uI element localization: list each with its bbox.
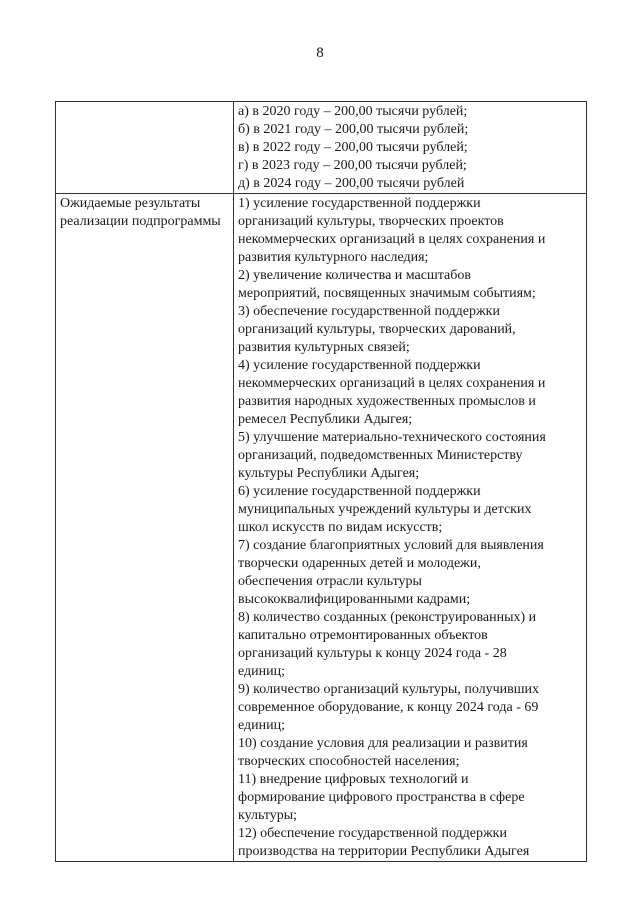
text-line: 4) усиление государственной поддержки <box>238 358 481 373</box>
text-line: культуры; <box>238 808 298 823</box>
text-line: обеспечения отрасли культуры <box>238 574 422 589</box>
text-line: школ искусств по видам искусств; <box>238 520 443 535</box>
table-row-funding <box>56 102 587 194</box>
text-line: 3) обеспечение государственной поддержки <box>238 304 500 319</box>
table-cell-value <box>234 194 587 862</box>
text-line: организаций, подведомственных Министерству <box>238 448 523 463</box>
text-line: производства на территории Республики Адыгея <box>238 844 530 859</box>
text-line: формирование цифрового пространства в сфере <box>238 790 525 805</box>
text-line: 5) улучшение материально-технического состояния <box>238 430 546 445</box>
text-line: в) в 2022 году – 200,00 тысячи рублей; <box>238 140 468 155</box>
page-number: 8 <box>316 45 324 61</box>
text-line: б) в 2021 году – 200,00 тысячи рублей; <box>238 122 469 137</box>
text-line: культуры Республики Адыгея; <box>238 466 420 481</box>
text-line: Ожидаемые результаты <box>60 196 201 211</box>
text-line: развития народных художественных промыслов и <box>238 394 536 409</box>
table-cell-label <box>56 102 234 194</box>
text-line: 12) обеспечение государственной поддержки <box>238 826 507 841</box>
text-line: творческих способностей населения; <box>238 754 460 769</box>
text-line: развития культурных связей; <box>238 340 410 355</box>
table-cell-value <box>234 102 587 194</box>
text-line: 9) количество организаций культуры, получивших <box>238 682 540 697</box>
text-line: творчески одаренных детей и молодежи, <box>238 556 481 571</box>
text-line: 6) усиление государственной поддержки <box>238 484 481 499</box>
text-line: капитально отремонтированных объектов <box>238 628 488 643</box>
subprogram-table <box>55 101 587 862</box>
text-line: 1) усиление государственной поддержки <box>238 196 481 211</box>
text-line: а) в 2020 году – 200,00 тысячи рублей; <box>238 104 468 119</box>
text-line: муниципальных учреждений культуры и детских <box>238 502 532 517</box>
text-line: высококвалифицированными кадрами; <box>238 592 471 607</box>
text-line: некоммерческих организаций в целях сохранения и <box>238 376 546 391</box>
text-line: д) в 2024 году – 200,00 тысячи рублей <box>238 176 465 191</box>
text-line: организаций культуры, творческих дарований, <box>238 322 516 337</box>
text-line: мероприятий, посвященных значимым событиям; <box>238 286 536 301</box>
text-line: некоммерческих организаций в целях сохранения и <box>238 232 546 247</box>
text-line: 7) создание благоприятных условий для выявления <box>238 538 544 553</box>
text-line: современное оборудование, к концу 2024 года - 69 <box>238 700 539 715</box>
text-line: организаций культуры, творческих проектов <box>238 214 504 229</box>
table-cell-label <box>56 194 234 862</box>
text-line: единиц; <box>238 718 286 733</box>
text-line: организаций культуры к концу 2024 года - 28 <box>238 646 507 661</box>
text-line: единиц; <box>238 664 286 679</box>
text-line: 2) увеличение количества и масштабов <box>238 268 471 283</box>
text-line: развития культурного наследия; <box>238 250 429 265</box>
text-line: 10) создание условия для реализации и развития <box>238 736 528 751</box>
text-line: реализации подпрограммы <box>60 214 221 229</box>
text-line: 11) внедрение цифровых технологий и <box>238 772 469 787</box>
table-row-expected-results <box>56 194 587 862</box>
text-line: 8) количество созданных (реконструированных) и <box>238 610 537 625</box>
text-line: ремесел Республики Адыгея; <box>238 412 413 427</box>
text-line: г) в 2023 году – 200,00 тысячи рублей; <box>238 158 467 173</box>
